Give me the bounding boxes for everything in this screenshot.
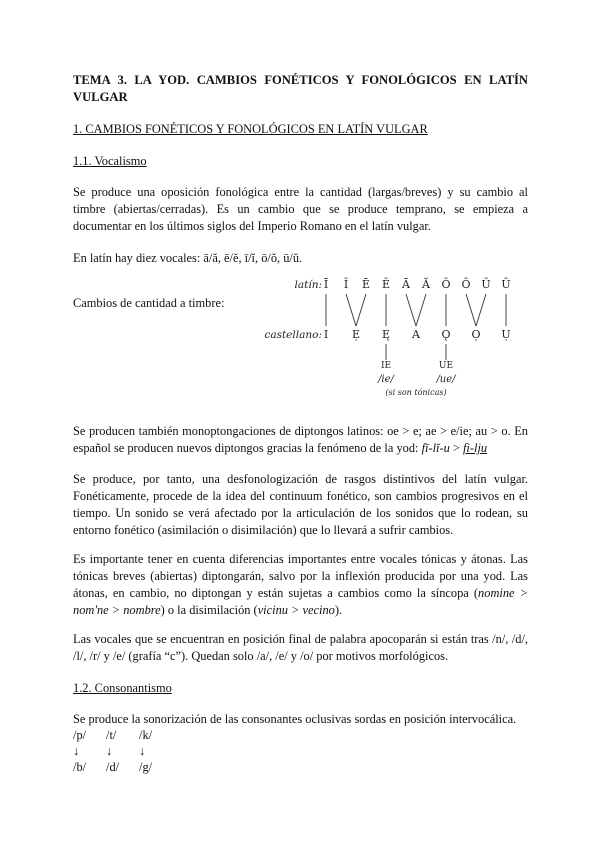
evolution-lines [323, 294, 506, 360]
castellano-vowel: Ẹ [351, 328, 361, 341]
dissimilation-example: vicinu > vecino [257, 603, 335, 617]
castellano-vowel: Ǫ [441, 328, 451, 341]
ue-phoneme-label: /ue/ [436, 374, 456, 385]
paragraph-sonorization: Se produce la sonorización de las consonantes oclusivas sordas en posición intervocálica. [73, 712, 517, 726]
arrow-down-icon: ↓ [106, 744, 113, 758]
latin-vowel: Ū [501, 278, 511, 291]
arrow-down-icon: ↓ [139, 744, 146, 758]
tonic-note: (si son tónicas) [385, 388, 447, 397]
consonant-k: /k/ [139, 728, 153, 742]
evolution-line [416, 294, 426, 326]
paragraph-monophthongization [73, 423, 528, 457]
document-title: TEMA 3. LA YOD. CAMBIOS FONÉTICOS Y FONOLÓGICOS EN LATÍN VULGAR [73, 73, 528, 104]
paragraph-vowel-opposition: Se produce una oposición fonológica entre la cantidad (largas/breves) y su cambio al timbre (abiertas/cerradas). Es un cambio que se produce temprano, se empieza a documentar en los últimos siglos del Imperio Romano en el latín vulgar. [73, 185, 528, 233]
arrow-row [73, 743, 172, 759]
latin-vowel: Ō [461, 278, 471, 291]
yod-example-arrow: > [449, 441, 463, 455]
yod-example-result: fi-lju [462, 441, 488, 455]
consonant-b: /b/ [73, 760, 87, 774]
section-heading-1-1: 1.1. Vocalismo [73, 154, 147, 168]
latin-vowel: Ŏ [441, 278, 451, 291]
castellano-vowel: Ę [381, 328, 391, 341]
ie-phoneme-label: /ie/ [378, 374, 394, 385]
yod-example-latin: fī-lĭ-u [421, 441, 450, 455]
paragraph-quantity-to-timbre: Cambios de cantidad a timbre: [73, 296, 225, 310]
castellano-vowel: Ụ [501, 328, 511, 341]
consonant-d: /d/ [106, 760, 120, 774]
section-heading-1-2: 1.2. Consonantismo [73, 681, 172, 695]
evolution-line [406, 294, 416, 326]
ue-diphthong-label: UE [438, 361, 454, 371]
paragraph-ten-vowels: En latín hay diez vocales: ā/ă, ē/ĕ, ī/ĭ, ō/ŏ, ū/ŭ. [73, 251, 303, 265]
latin-vowel: Ā [402, 278, 410, 291]
consonant-p: /p/ [73, 728, 87, 742]
evolution-line [346, 294, 356, 326]
ie-diphthong-label: IE [380, 361, 392, 371]
evolution-line [466, 294, 476, 326]
evolution-line [476, 294, 486, 326]
consonant-g: /g/ [139, 760, 153, 774]
syncope-example: nomine > nom'ne > nombre [73, 586, 528, 617]
latin-vowel: Ŭ [481, 278, 491, 291]
latin-vowel: Ĕ [381, 278, 391, 291]
paragraph-tonic-atonic [73, 551, 528, 619]
arrow-down-icon: ↓ [73, 744, 80, 758]
latin-vowel-row [324, 277, 511, 291]
consonant-sonorization-table [73, 727, 172, 775]
paragraph-apocope: Las vocales que se encuentran en posición final de palabra apocoparán si están tras /n/, /d/, /l/, /r/ y /e/ (grafía “c”). Quedan solo /a/, /e/ y /o/ por motivos morfológicos. [73, 632, 528, 663]
paragraph-dephonologization: Se produce, por tanto, una desfonologización de rasgos distintivos del latín vulgar. Fonéticamente, procede de la idea del continuum fonético, son cambios progresivos en el tiempo. Un sonido se verá afectado por la articulación de los sonidos que lo rodean, su entorno fonético (asimilación o disimilación) que lo llevará a sufrir cambios. [73, 472, 528, 537]
evolution-line [356, 294, 366, 326]
latin-vowel: Ĭ [343, 278, 349, 291]
castellano-vowel: I [323, 328, 329, 341]
consonant-t: /t/ [106, 728, 117, 742]
latin-vowel: Ī [323, 278, 329, 291]
tonic-text-a: Es importante tener en cuenta diferencias importantes entre vocales tónicas y átonas. Las tónicas breves (abiertas) diptongarán, salvo por la inflexión producida por una yod. Las átonas, en cambio, no diptongan y están sujetas a cambios como la síncopa ( [73, 552, 528, 600]
castellano-vowel: Ọ [471, 328, 481, 341]
latin-row-label: latín: [294, 279, 322, 291]
monophthong-text: Se producen también monoptongaciones de diptongos latinos: oe > e; ae > e/ie; au > o. En español se producen nuevos diptongos gracias la fenómeno de la yod: [73, 424, 528, 455]
voiceless-consonants-row [73, 727, 172, 743]
voiced-consonants-row [73, 759, 172, 775]
tonic-text-b: ) o la disimilación ( [160, 603, 258, 617]
tonic-text-c: ). [334, 603, 343, 617]
castellano-vowel-row [324, 328, 511, 341]
vowel-evolution-diagram [262, 272, 528, 402]
castellano-vowel: A [412, 328, 420, 341]
latin-vowel: Ă [422, 278, 430, 291]
latin-vowel: Ē [361, 278, 371, 291]
section-heading-1: 1. CAMBIOS FONÉTICOS Y FONOLÓGICOS EN LATÍN VULGAR [73, 122, 428, 136]
vowel-diagram-svg [262, 272, 528, 402]
castellano-row-label: castellano: [264, 329, 322, 341]
